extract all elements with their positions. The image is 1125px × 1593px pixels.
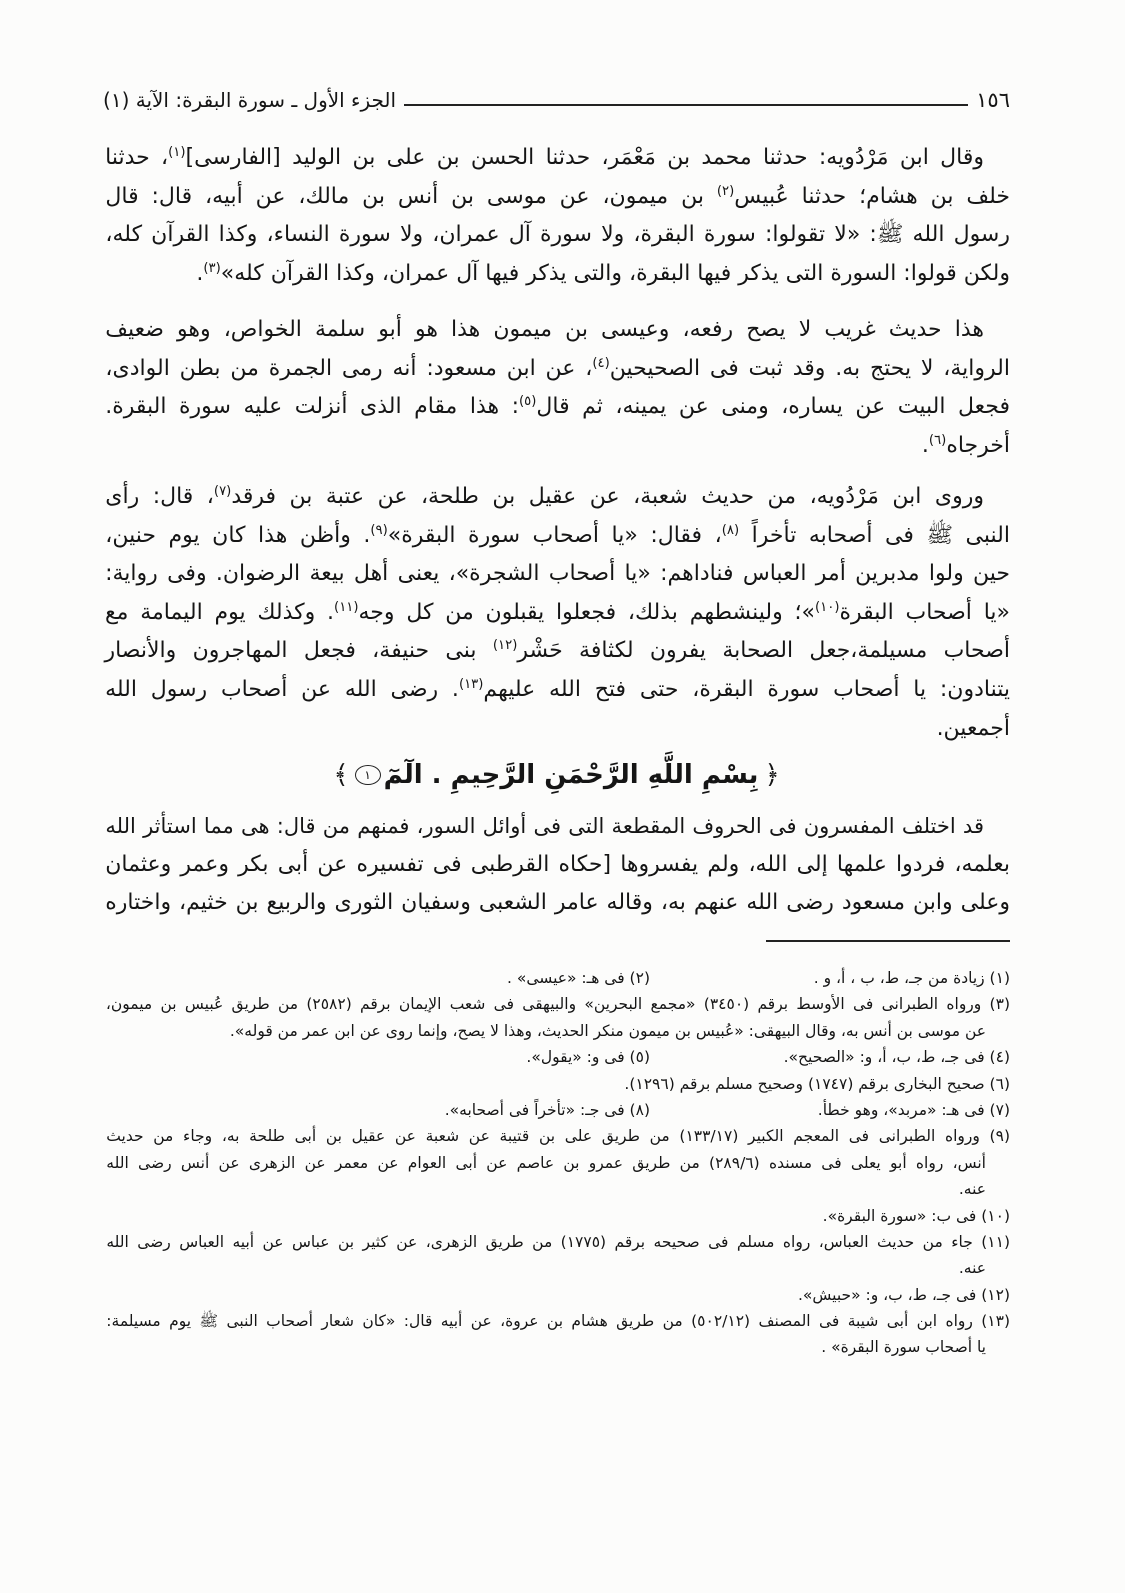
- page-number: ١٥٦: [976, 88, 1010, 112]
- footnote-row: [103, 1071, 1010, 1097]
- text-run: خلف بن هشام؛ حدثنا عُبيس: [734, 183, 1010, 209]
- text-run: . وكذلك يوم اليمامة مع: [104, 599, 335, 625]
- footnote-row: [103, 1282, 1010, 1308]
- paragraph: [103, 478, 1010, 748]
- footnote-text: (١٢) فى جـ، ط، ب، و: «حبيش».: [797, 1285, 1010, 1304]
- text-line: [103, 594, 1010, 633]
- footnote-ref: (١١): [334, 599, 359, 615]
- footnote-text: (١١) جاء من حديث العباس، رواه مسلم فى صحيحه برقم (١٧٧٥) من طريق الزهرى، عن كثير بن عباس عن أبيه العباس رضى الله: [106, 1232, 1010, 1251]
- paragraph: [103, 807, 1010, 923]
- text-line: [103, 846, 1010, 885]
- header-rule: [404, 104, 968, 106]
- text-run: بنى حنيفة، فجعل المهاجرون والأنصار: [104, 638, 493, 664]
- text-run: وقال ابن مَرْدُويه: حدثنا محمد بن مَعْمَر، حدثنا الحسن بن على بن الوليد [الفارسى]: [185, 145, 984, 170]
- text-line-content: [105, 884, 1010, 923]
- text-line-content: [105, 139, 984, 178]
- verse-text: بِسْمِ اللَّهِ الرَّحْمَنِ الرَّحِيمِ . الٓمٓ: [383, 760, 759, 790]
- text-run: الرواية، لا يحتج به. وقد ثبت فى الصحيحين: [609, 355, 1010, 381]
- text-run: ، قال: رأى: [105, 484, 214, 509]
- footnote-line: [103, 1044, 650, 1070]
- footnote: [103, 991, 1010, 1044]
- text-run: حين ولوا مدبرين أمر العباس فناداهم: «يا أصحاب الشجرة»، يعنى أهل بيعة الرضوان. وفى رواية:: [105, 561, 1010, 587]
- text-run: بعلمه، فردوا علمها إلى الله، ولم يفسروها [حكاه القرطبى فى تفسيره عن أبى بكر وعمر وعثمان: [105, 851, 1010, 877]
- text-line-content: [105, 671, 1010, 710]
- text-line-content: [105, 478, 984, 517]
- text-run: وعلى وابن مسعود رضى الله عنهم به، وقاله عامر الشعبى وسفيان الثورى والربيع بن خثيم، واختاره: [105, 890, 1010, 916]
- text-run: وروى ابن مَرْدُويه، من حديث شعبة، عن عقيل بن طلحة، عن عتبة بن فرقد: [231, 484, 984, 509]
- text-run: ، عن ابن مسعود: أنه رمى الجمرة من بطن الوادى،: [105, 355, 593, 381]
- footnote-line: [103, 1018, 1010, 1044]
- footnote-row: [103, 1123, 1010, 1202]
- footnote-text: (١٣) رواه ابن أبى شيبة فى المصنف (٥٠٢/١٢) من طريق هشام بن عروة، عن أبيه قال: «كان شعار أصحاب النبى ﷺ يوم مسيلمة:: [106, 1312, 1010, 1331]
- footnote-line: [103, 991, 1010, 1017]
- text-run: ، فقال: «يا أصحاب سورة البقرة»: [387, 522, 722, 548]
- footnote-row: [103, 1203, 1010, 1229]
- verse-number-badge: ١: [355, 765, 381, 785]
- text-line-content: [937, 710, 1010, 749]
- text-line-content: [105, 555, 1010, 594]
- footnote: [103, 1203, 1010, 1229]
- footnote: [650, 965, 1010, 991]
- footnote-text: عنه.: [958, 1259, 986, 1278]
- footnote-line: [103, 1071, 1010, 1097]
- text-line-content: [105, 350, 1010, 389]
- footnote-separator: [766, 940, 1010, 942]
- footnote-line: [650, 965, 1010, 991]
- footnote-text: (٨) فى جـ: «تأخراً فى أصحابه».: [444, 1100, 650, 1119]
- ornate-bracket-open: ﴿: [764, 760, 780, 790]
- text-line: [103, 139, 1010, 178]
- text-run: أخرجاه: [946, 432, 1010, 458]
- footnote-text: (٩) ورواه الطبرانى فى المعجم الكبير (١٣٣/١٧) من طريق على بن قتيبة عن شعبة عن عقيل بن أبى طلحة به، وجاء من حديث: [106, 1127, 1010, 1146]
- footnote-ref: (١): [168, 145, 186, 161]
- text-line-content: [105, 517, 1010, 556]
- text-line: [103, 710, 1010, 749]
- text-run: : هذا مقام الذى أنزلت عليه سورة البقرة.: [105, 394, 520, 420]
- footnote-ref: (١٠): [815, 599, 840, 615]
- footnote: [103, 1097, 650, 1123]
- footnote-text: (٦) صحيح البخارى برقم (١٧٤٧) وصحيح مسلم برقم (١٢٩٦).: [624, 1074, 1010, 1093]
- footnote-ref: (١٣): [458, 677, 484, 693]
- text-line-content: [105, 388, 1010, 427]
- text-run: هذا حديث غريب لا يصح رفعه، وعيسى بن ميمون هذا هو أبو سلمة الخواص، وهو ضعيف: [105, 317, 984, 342]
- footnote-text: (١) زيادة من جـ، ط، ب ، أ، و .: [813, 969, 1010, 987]
- text-line: [103, 388, 1010, 427]
- text-run: . رضى الله عن أصحاب رسول الله: [105, 676, 459, 702]
- footnote-ref: (١٢): [492, 638, 518, 654]
- footnote: [650, 1044, 1010, 1070]
- footnote-text: (٣) ورواه الطبرانى فى الأوسط برقم (٣٤٥٠) «مجمع البحرين» والبيهقى فى شعب الإيمان برقم (٢٥٨٢) من طريق عُبيس بن ميمون،: [105, 995, 1010, 1014]
- text-line: [103, 555, 1010, 594]
- text-line-content: [105, 594, 1010, 633]
- text-line-content: [105, 807, 984, 846]
- footnote-text: (٤) فى جـ، ط، ب، أ، و: «الصحيح».: [783, 1048, 1010, 1067]
- paragraph: [103, 139, 1010, 293]
- text-run: النبى ﷺ فى أصحابه تأخراً: [739, 522, 1010, 548]
- text-run: . وأظن هذا كان يوم حنين،: [105, 522, 371, 548]
- text-line: [103, 178, 1010, 217]
- footnote-ref: (٤): [592, 355, 610, 371]
- ornate-bracket-close: ﴾: [333, 760, 349, 790]
- footnote: [103, 965, 650, 991]
- text-run: ، حدثنا: [105, 145, 169, 170]
- text-run: أجمعين.: [936, 715, 1010, 741]
- footnote-line: [103, 1203, 1010, 1229]
- text-run: يتنادون: يا أصحاب سورة البقرة، حتى فتح الله عليهم: [483, 676, 1010, 702]
- text-run: ولكن قولوا: السورة التى يذكر فيها البقرة، والتى يذكر فيها آل عمران، وكذا القرآن كله»: [220, 260, 1010, 286]
- text-line-content: [922, 427, 1010, 466]
- footnote-row: [103, 965, 1010, 991]
- text-line: [103, 311, 1010, 350]
- text-line: [103, 517, 1010, 556]
- footnote-ref: (٨): [721, 522, 740, 538]
- footnote-row: [103, 1044, 1010, 1070]
- text-line: [103, 427, 1010, 466]
- footnote-line: [103, 1123, 1010, 1149]
- text-line-content: [196, 255, 1010, 294]
- footnote-line: [650, 1097, 1010, 1123]
- footnote-text: (٥) فى و: «يقول».: [526, 1048, 650, 1067]
- footnote-line: [103, 1334, 1010, 1360]
- text-line-content: [105, 311, 984, 350]
- footnote-ref: (٢): [716, 183, 735, 199]
- footnote-line: [103, 1282, 1010, 1308]
- footnote-text: عن موسى بن أنس به، وقال البيهقى: «عُبيس بن ميمون منكر الحديث، وهذا لا يصح، وإنما روى عن ابن عمر من قوله».: [229, 1021, 986, 1040]
- footnote-line: [103, 1150, 1010, 1176]
- footnote-line: [103, 1308, 1010, 1334]
- text-run: .: [921, 432, 929, 458]
- footnote: [103, 1308, 1010, 1361]
- text-run: رسول الله ﷺ: «لا تقولوا: سورة البقرة، ولا سورة آل عمران، ولا سورة النساء، وكذا القرآن كله،: [105, 222, 1010, 248]
- text-line: [103, 478, 1010, 517]
- footnote: [103, 1071, 1010, 1097]
- text-line-content: [104, 632, 1010, 671]
- text-line: [103, 807, 1010, 846]
- footnote: [650, 1097, 1010, 1123]
- running-title: الجزء الأول ـ سورة البقرة: الآية (١): [103, 88, 397, 112]
- text-run: »؛ ولينشطهم بذلك، فجعلوا يقبلون من كل وجه: [358, 599, 815, 625]
- footnote: [103, 1044, 650, 1070]
- footnote-ref: (٣): [203, 260, 221, 276]
- footnote-text: (٢) فى هـ: «عيسى» .: [507, 969, 650, 987]
- text-line-content: [105, 178, 1010, 217]
- footnote-text: عنه.: [958, 1180, 986, 1199]
- footnote-ref: (٥): [519, 394, 537, 410]
- footnote-row: [103, 1308, 1010, 1361]
- text-line: [103, 350, 1010, 389]
- footnote: [103, 1123, 1010, 1202]
- text-run: فجعل البيت عن يساره، ومنى عن يمينه، ثم قال: [536, 394, 1010, 420]
- footnote-line: [103, 965, 650, 991]
- text-line: [103, 255, 1010, 294]
- paragraph: [103, 311, 1010, 465]
- footnote-text: (١٠) فى ب: «سورة البقرة».: [822, 1206, 1010, 1225]
- footnote-line: [103, 1176, 1010, 1202]
- text-line-content: [105, 216, 1010, 255]
- text-line: [103, 884, 1010, 923]
- footnote: [103, 1229, 1010, 1282]
- running-header: [103, 84, 1010, 116]
- text-run: .: [196, 260, 204, 286]
- footnote-row: [103, 991, 1010, 1044]
- text-line: [103, 632, 1010, 671]
- footnote-line: [103, 1255, 1010, 1281]
- footnote-row: [103, 1229, 1010, 1282]
- footnote-line: [103, 1097, 650, 1123]
- footnote-line: [103, 1229, 1010, 1255]
- text-line: [103, 671, 1010, 710]
- footnotes: [103, 965, 1010, 1361]
- text-line: [103, 216, 1010, 255]
- footnote-ref: (٧): [213, 484, 232, 500]
- footnote-row: [103, 1097, 1010, 1123]
- text-run: «يا أصحاب البقرة: [839, 599, 1010, 625]
- text-run: أصحاب مسيلمة،جعل الصحابة يفرون لكثافة حَشْر: [517, 638, 1010, 664]
- text-run: قد اختلف المفسرون فى الحروف المقطعة التى فى أوائل السور، فمنهم من قال: هى مما استأثر الله: [105, 814, 984, 838]
- footnote-ref: (٩): [370, 522, 388, 538]
- footnote-ref: (٦): [928, 432, 947, 448]
- text-line-content: [105, 846, 1010, 885]
- text-run: بن ميمون، عن موسى بن أنس بن مالك، عن أبيه، قال: قال: [105, 183, 717, 209]
- footnote: [103, 1282, 1010, 1308]
- footnote-line: [650, 1044, 1010, 1070]
- footnote-text: (٧) فى هـ: «مربد»، وهو خطأ.: [817, 1100, 1010, 1119]
- footnote-text: أنس، رواه أبو يعلى فى مسنده (٢٨٩/٦) من طريق عمرو بن عاصم عن أبى العوام عن معمر عن الزهرى عن أنس رضى الله: [106, 1153, 986, 1172]
- verse-heading: [103, 752, 1010, 798]
- footnote-text: يا أصحاب سورة البقرة» .: [821, 1338, 986, 1357]
